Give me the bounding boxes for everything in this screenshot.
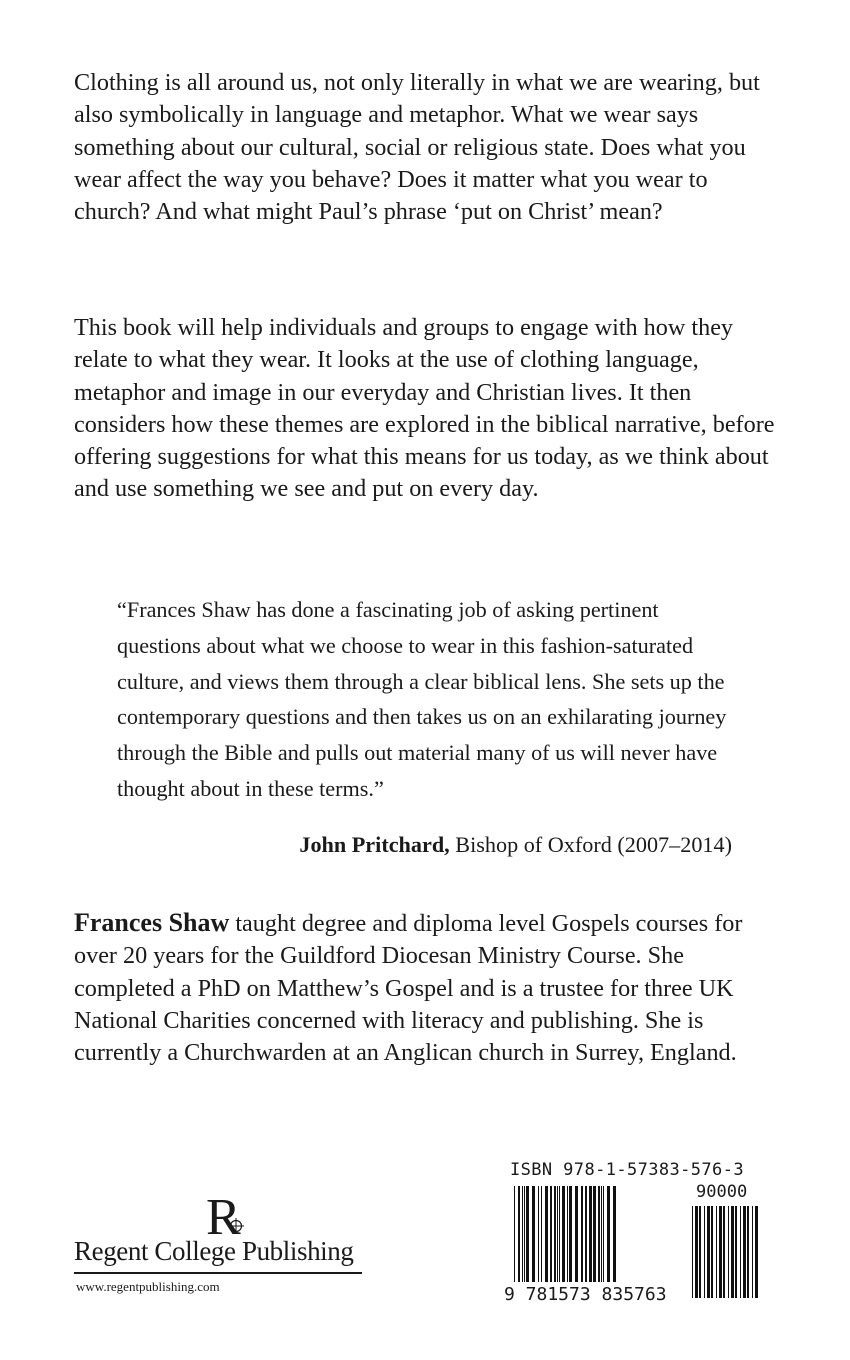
barcode-bar bbox=[524, 1186, 525, 1282]
addon-bar bbox=[695, 1206, 698, 1298]
barcode-bar bbox=[598, 1186, 600, 1282]
publisher-name: Regent College Publishing bbox=[74, 1236, 354, 1266]
addon-bar bbox=[740, 1206, 741, 1298]
isbn-label: ISBN 978-1-57383-576-3 bbox=[510, 1160, 744, 1180]
addon-bar bbox=[755, 1206, 758, 1298]
barcode-bar bbox=[601, 1186, 602, 1282]
addon-bar bbox=[747, 1206, 749, 1298]
barcode-bar bbox=[559, 1186, 560, 1282]
author-bio-text: taught degree and diploma level Gospels courses for over 20 years for the Guildford Diocesan Ministry Course. She completed a PhD on Matthew’s Gospel and is a trustee for three UK National Charities concerned with literacy and publishing. She is currently a Churchwarden at an Anglican church in Surrey, England. bbox=[74, 910, 743, 1067]
addon-bar bbox=[731, 1206, 734, 1298]
endorsement-role: Bishop of Oxford (2007–2014) bbox=[449, 832, 732, 857]
barcode-bar bbox=[567, 1186, 568, 1282]
barcode-bar bbox=[550, 1186, 552, 1282]
addon-bar bbox=[692, 1206, 693, 1298]
addon-bar bbox=[711, 1206, 713, 1298]
addon-bar bbox=[735, 1206, 737, 1298]
endorsement-author: John Pritchard, bbox=[299, 832, 450, 857]
barcode-bar bbox=[569, 1186, 572, 1282]
addon-bar bbox=[707, 1206, 710, 1298]
publisher-rule bbox=[74, 1272, 362, 1274]
isbn-barcode bbox=[496, 1152, 780, 1312]
barcode-bar bbox=[522, 1186, 523, 1282]
blurb-paragraph-2: This book will help individuals and groups to engage with how they relate to what they wear. It looks at the use of clothing language, metaphor and image in our everyday and Christian lives. It then considers how these themes are explored in the biblical narrative, before offering suggestions for what this means for us today, as we think about and use something we see and put on every day. bbox=[74, 314, 775, 503]
barcode-bar bbox=[554, 1186, 556, 1282]
barcode-bar bbox=[557, 1186, 558, 1282]
barcode-bar bbox=[613, 1186, 616, 1282]
barcode-bar bbox=[575, 1186, 578, 1282]
barcode-bar bbox=[585, 1186, 587, 1282]
publisher-monogram-letter: R bbox=[206, 1190, 241, 1242]
blurb-paragraph-1: Clothing is all around us, not only literally in what we are wearing, but also symbolically in language and metaphor. What we wear says something about our cultural, social or religious state. Does what you wear affect the way you behave? Does it matter what you wear to church? And what might Paul’s phrase ‘put on Christ’ mean? bbox=[74, 69, 760, 226]
barcode-bar bbox=[603, 1186, 604, 1282]
barcode-bar bbox=[514, 1186, 515, 1282]
addon-bar bbox=[752, 1206, 753, 1298]
barcode-bar bbox=[526, 1186, 529, 1282]
addon-bar bbox=[699, 1206, 701, 1298]
barcode-bar bbox=[518, 1186, 520, 1282]
ean-digits: 9 781573 835763 bbox=[504, 1284, 667, 1305]
barcode-bar bbox=[538, 1186, 539, 1282]
publisher-logo bbox=[74, 1190, 374, 1300]
barcode-bar bbox=[589, 1186, 592, 1282]
author-name: Frances Shaw bbox=[74, 908, 230, 937]
endorsement-quote: “Frances Shaw has done a fascinating job of asking pertinent questions about what we choose to wear in this fashion-saturated culture, and views them through a clear biblical lens. She sets up the contemporary questions and then takes us on an exhilarating journey through the Bible and pulls out material many of us will never have thought about in these terms.” bbox=[117, 597, 727, 801]
barcode-bar bbox=[581, 1186, 583, 1282]
publisher-monogram bbox=[204, 1190, 258, 1242]
addon-bar bbox=[704, 1206, 705, 1298]
addon-bar bbox=[719, 1206, 722, 1298]
addon-bar bbox=[728, 1206, 729, 1298]
barcode-bar bbox=[607, 1186, 610, 1282]
barcode-bar bbox=[545, 1186, 548, 1282]
addon-bar bbox=[716, 1206, 717, 1298]
author-bio bbox=[74, 907, 786, 1069]
barcode-bar bbox=[593, 1186, 596, 1282]
addon-bar bbox=[743, 1206, 746, 1298]
addon-bar bbox=[723, 1206, 725, 1298]
barcode-bar bbox=[562, 1186, 565, 1282]
barcode-bar bbox=[541, 1186, 542, 1282]
price-code: 90000 bbox=[696, 1182, 748, 1202]
barcode-bar bbox=[532, 1186, 535, 1282]
endorsement-attribution bbox=[299, 827, 732, 863]
publisher-url: www.regentpublishing.com bbox=[76, 1279, 220, 1294]
